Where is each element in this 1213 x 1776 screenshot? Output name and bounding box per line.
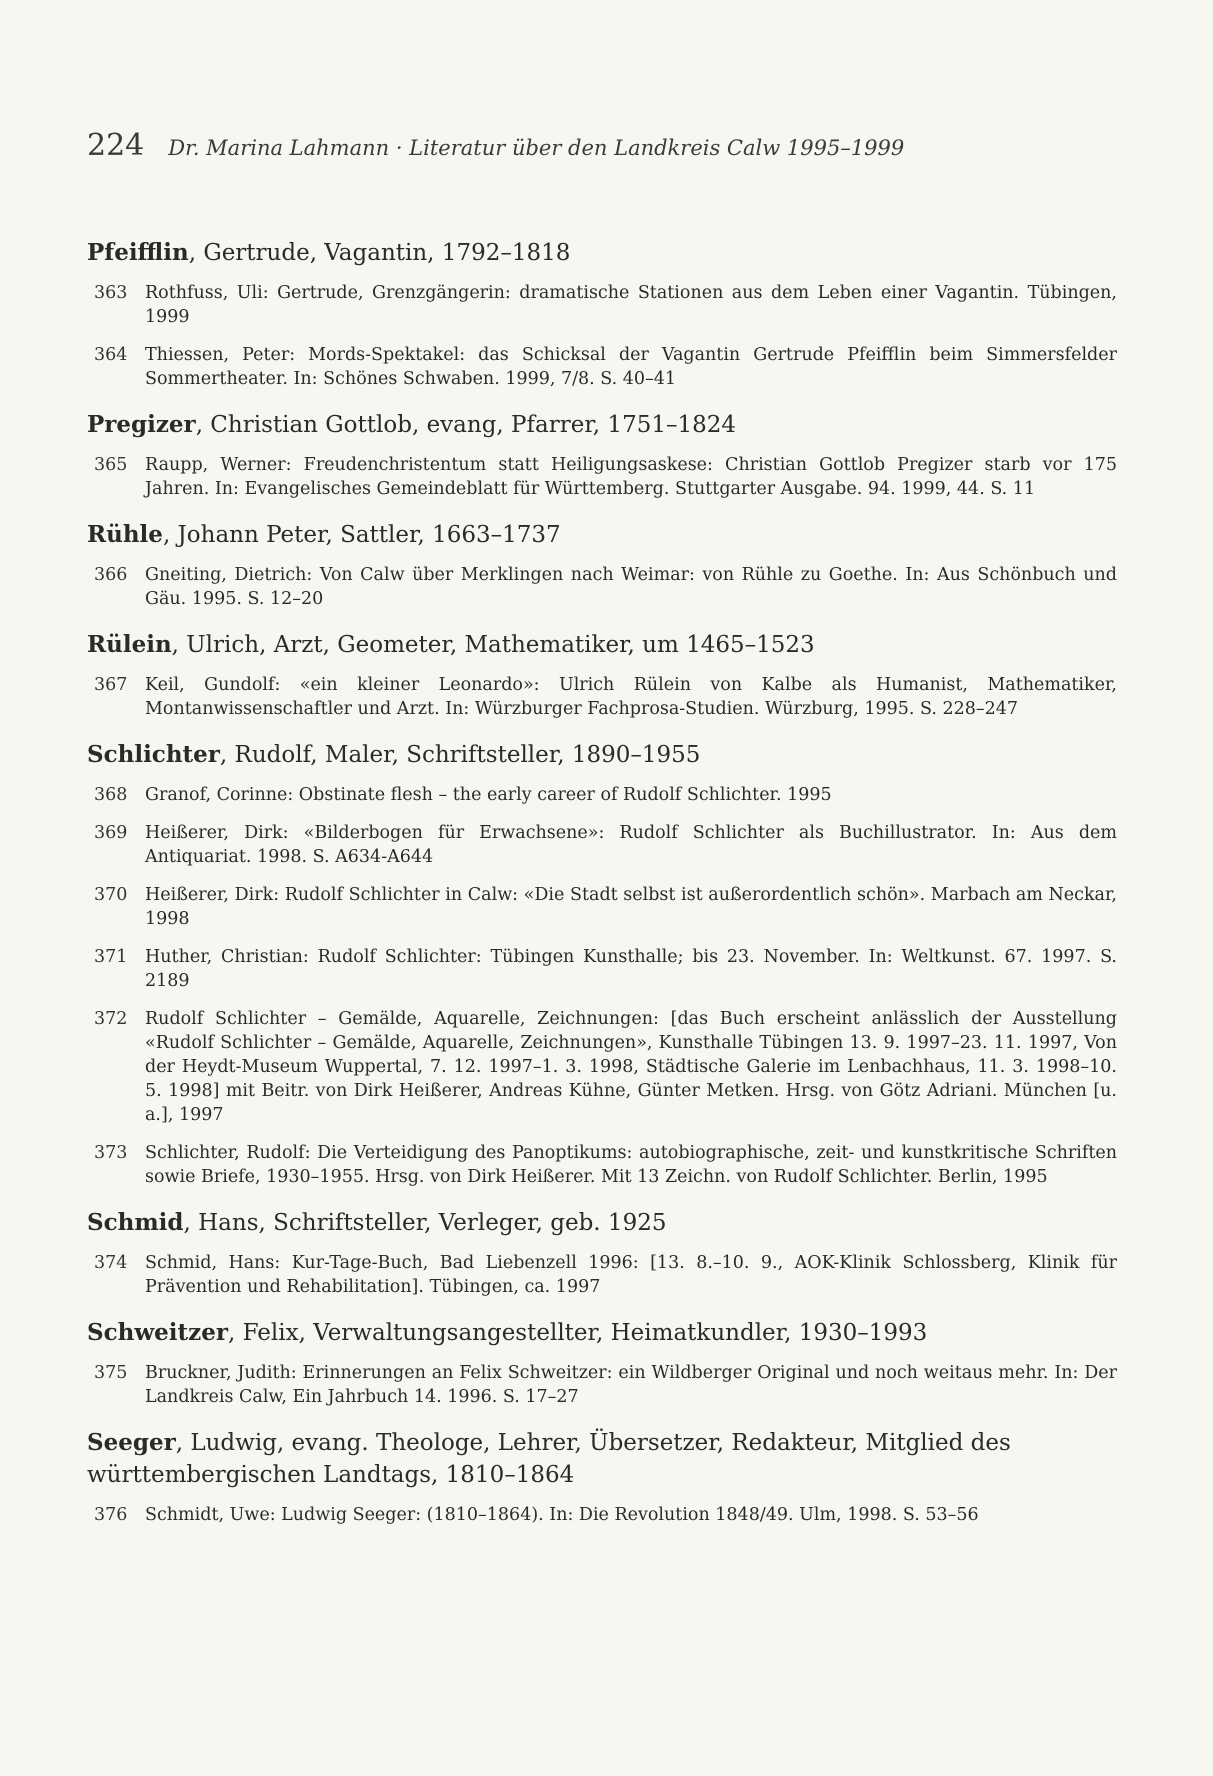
bibliography-entry — [87, 673, 1117, 721]
section-heading — [87, 629, 1117, 661]
entry-number: 376 — [94, 1505, 128, 1525]
entry-number: 374 — [94, 1253, 128, 1273]
bibliography-entry — [87, 1141, 1117, 1189]
page-number: 224 — [87, 128, 145, 163]
entry-number: 369 — [94, 823, 128, 843]
bibliography-section — [87, 237, 1117, 391]
person-details: , Christian Gottlob, evang, Pfarrer, 1751–1824 — [195, 412, 736, 438]
person-details: , Johann Peter, Sattler, 1663–1737 — [162, 522, 561, 548]
person-surname: Schweitzer — [87, 1319, 228, 1346]
entry-number: 367 — [94, 675, 128, 695]
bibliography-entry — [87, 783, 1117, 807]
entry-text: Heißerer, Dirk: «Bilderbogen für Erwachsene»: Rudolf Schlichter als Buchillustrator. In: Aus dem Antiquariat. 1998. S. A634-A644 — [145, 823, 1117, 867]
entry-text: Thiessen, Peter: Mords-Spektakel: das Schicksal der Vagantin Gertrude Pfeifflin beim Simmersfelder Sommertheater. In: Schönes Schwaben. 1999, 7/8. S. 40–41 — [145, 345, 1117, 389]
person-details: , Rudolf, Maler, Schriftsteller, 1890–1955 — [219, 742, 701, 768]
person-surname: Rühle — [87, 521, 163, 548]
entry-number: 365 — [94, 455, 128, 475]
person-details: , Gertrude, Vagantin, 1792–1818 — [188, 240, 571, 266]
section-heading — [87, 1317, 1117, 1349]
person-surname: Pregizer — [87, 411, 196, 438]
entry-text: Keil, Gundolf: «ein kleiner Leonardo»: Ulrich Rülein von Kalbe als Humanist, Mathematiker, Montanwissenschaftler und Arzt. In: Würzburger Fachprosa-Studien. Würzburg, 1995. S. 228–247 — [145, 675, 1117, 719]
entry-text: Heißerer, Dirk: Rudolf Schlichter in Calw: «Die Stadt selbst ist außerordentlich schön». Marbach am Neckar, 1998 — [145, 885, 1117, 929]
entry-text: Granof, Corinne: Obstinate flesh – the early career of Rudolf Schlichter. 1995 — [145, 785, 832, 805]
entry-number: 371 — [94, 947, 128, 967]
bibliography-section — [87, 1317, 1117, 1409]
entry-text: Bruckner, Judith: Erinnerungen an Felix Schweitzer: ein Wildberger Original und noch weitaus mehr. In: Der Landkreis Calw, Ein Jahrbuch 14. 1996. S. 17–27 — [145, 1363, 1117, 1407]
bibliography-content — [87, 237, 1117, 1545]
entry-number: 366 — [94, 565, 128, 585]
section-heading — [87, 739, 1117, 771]
entry-text: Rudolf Schlichter – Gemälde, Aquarelle, Zeichnungen: [das Buch erscheint anlässlich der Ausstellung «Rudolf Schlichter – Gemälde, Aquarelle, Zeichnungen», Kunsthalle Tübingen 13. 9. 1997–23. 11. 1997, Von der Heydt-Museum Wuppertal, 7. 12. 1997–1. 3. 1998, Städtische Galerie im Lenbachhaus, 11. 3. 1998–10. 5. 1998] mit Beitr. von Dirk Heißerer, Andreas Kühne, Günter Metken. Hrsg. von Götz Adriani. München [u. a.], 1997 — [145, 1009, 1117, 1125]
person-details: , Felix, Verwaltungsangestellter, Heimatkundler, 1930–1993 — [227, 1320, 928, 1346]
entry-number: 364 — [94, 345, 128, 365]
running-header — [87, 128, 904, 163]
section-heading — [87, 237, 1117, 269]
entry-number: 373 — [94, 1143, 128, 1163]
bibliography-section — [87, 739, 1117, 1189]
bibliography-entry — [87, 343, 1117, 391]
person-surname: Pfeifflin — [87, 239, 189, 266]
entry-number: 375 — [94, 1363, 128, 1383]
entry-text: Rothfuss, Uli: Gertrude, Grenzgängerin: dramatische Stationen aus dem Leben einer Vagantin. Tübingen, 1999 — [145, 283, 1117, 327]
entry-number: 368 — [94, 785, 128, 805]
section-heading — [87, 1207, 1117, 1239]
bibliography-entry — [87, 563, 1117, 611]
bibliography-section — [87, 1207, 1117, 1299]
bibliography-entry — [87, 453, 1117, 501]
bibliography-section — [87, 629, 1117, 721]
entry-text: Schlichter, Rudolf: Die Verteidigung des Panoptikums: autobiographische, zeit- und kunstkritische Schriften sowie Briefe, 1930–1955. Hrsg. von Dirk Heißerer. Mit 13 Zeichn. von Rudolf Schlichter. Berlin, 1995 — [145, 1143, 1117, 1187]
bibliography-section — [87, 519, 1117, 611]
header-title: Dr. Marina Lahmann · Literatur über den Landkreis Calw 1995–1999 — [168, 136, 905, 160]
entry-text: Schmidt, Uwe: Ludwig Seeger: (1810–1864). In: Die Revolution 1848/49. Ulm, 1998. S. 53–56 — [145, 1505, 979, 1525]
bibliography-section — [87, 1427, 1117, 1527]
person-details: , Hans, Schriftsteller, Verleger, geb. 1925 — [183, 1210, 667, 1236]
person-surname: Rülein — [87, 631, 172, 658]
bibliography-entry — [87, 1361, 1117, 1409]
entry-text: Schmid, Hans: Kur-Tage-Buch, Bad Liebenzell 1996: [13. 8.–10. 9., AOK-Klinik Schlossberg, Klinik für Prävention und Rehabilitation]. Tübingen, ca. 1997 — [145, 1253, 1117, 1297]
section-heading — [87, 409, 1117, 441]
bibliography-entry — [87, 1007, 1117, 1127]
entry-text: Raupp, Werner: Freudenchristentum statt Heiligungsaskese: Christian Gottlob Pregizer starb vor 175 Jahren. In: Evangelisches Gemeindeblatt für Württemberg. Stuttgarter Ausgabe. 94. 1999, 44. S. 11 — [145, 455, 1117, 499]
entry-text: Huther, Christian: Rudolf Schlichter: Tübingen Kunsthalle; bis 23. November. In: Weltkunst. 67. 1997. S. 2189 — [145, 947, 1117, 991]
bibliography-entry — [87, 945, 1117, 993]
person-details: , Ulrich, Arzt, Geometer, Mathematiker, um 1465–1523 — [171, 632, 815, 658]
person-surname: Seeger — [87, 1429, 176, 1456]
bibliography-entry — [87, 1251, 1117, 1299]
bibliography-entry — [87, 1503, 1117, 1527]
bibliography-entry — [87, 281, 1117, 329]
bibliography-entry — [87, 821, 1117, 869]
section-heading — [87, 1427, 1117, 1491]
person-surname: Schlichter — [87, 741, 220, 768]
entry-text: Gneiting, Dietrich: Von Calw über Merklingen nach Weimar: von Rühle zu Goethe. In: Aus Schönbuch und Gäu. 1995. S. 12–20 — [145, 565, 1117, 609]
section-heading — [87, 519, 1117, 551]
entry-number: 363 — [94, 283, 128, 303]
person-details: , Ludwig, evang. Theologe, Lehrer, Übersetzer, Redakteur, Mitglied des württembergischen Landtags, 1810–1864 — [87, 1430, 1011, 1488]
person-surname: Schmid — [87, 1209, 184, 1236]
entry-number: 370 — [94, 885, 128, 905]
entry-number: 372 — [94, 1009, 128, 1029]
bibliography-section — [87, 409, 1117, 501]
bibliography-entry — [87, 883, 1117, 931]
